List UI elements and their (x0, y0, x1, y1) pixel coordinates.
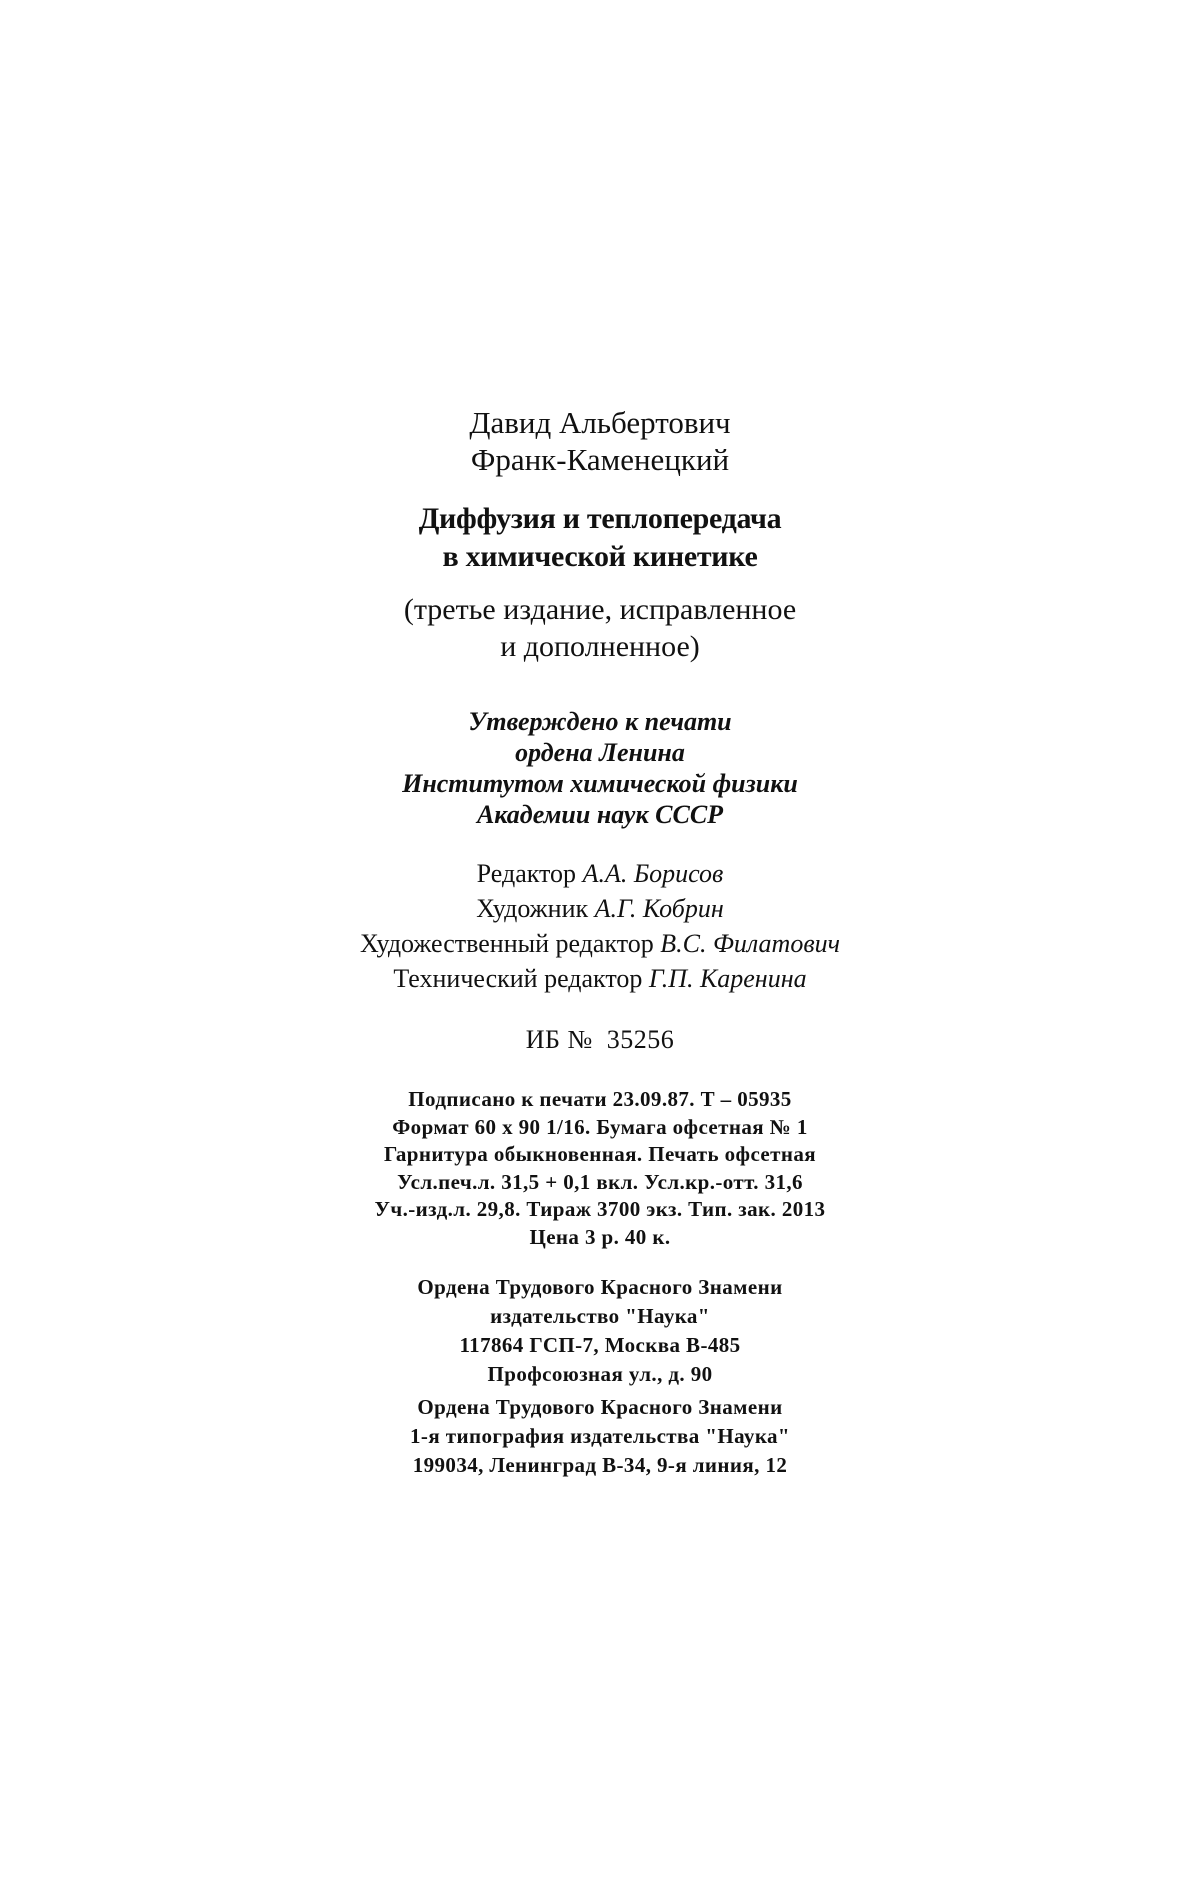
approval-line-2: ордена Ленина (515, 738, 685, 767)
staff-artist (0, 891, 1200, 926)
staff-name: А.А. Борисов (582, 859, 724, 888)
staff-editor (0, 856, 1200, 891)
details-price: Цена 3 р. 40 к. (529, 1224, 671, 1249)
staff-role: Художественный редактор (359, 929, 654, 958)
edition-line-1: (третье издание, исправленное (403, 593, 797, 626)
approval-line-4: Академии наук СССР (476, 800, 724, 829)
details-typeface: Гарнитура обыкновенная. Печать офсетная (383, 1142, 817, 1166)
details-signed: Подписано к печати 23.09.87. Т – 05935 (408, 1087, 792, 1111)
ib-number (0, 1024, 1200, 1056)
author-first-name: Давид Альбертович (469, 405, 731, 440)
printer-line-2: 1-я типография издательства "Наука" (410, 1424, 790, 1448)
title-line-1: Диффузия и теплопередача (418, 502, 782, 535)
publisher-line-1: Ордена Трудового Красного Знамени (417, 1275, 783, 1299)
approval-note (0, 706, 1200, 830)
publisher-line-2: издательство "Наука" (490, 1304, 710, 1328)
approval-line-1: Утверждено к печати (468, 707, 732, 736)
print-details (0, 1086, 1200, 1251)
printer-line-3: 199034, Ленинград В-34, 9-я линия, 12 (412, 1453, 788, 1477)
author-last-name: Франк-Каменецкий (470, 442, 730, 477)
details-circulation: Уч.-изд.л. 29,8. Тираж 3700 экз. Тип. зак. 2013 (374, 1197, 826, 1221)
title-line-2: в химической кинетике (442, 540, 758, 573)
publisher-line-4: Профсоюзная ул., д. 90 (487, 1362, 713, 1386)
staff-art-editor (0, 926, 1200, 961)
staff-tech-editor (0, 961, 1200, 996)
staff-role: Художник (476, 894, 589, 923)
approval-line-3: Институтом химической физики (402, 769, 798, 798)
staff-name: А.Г. Кобрин (594, 894, 724, 923)
details-format: Формат 60 х 90 1/16. Бумага офсетная № 1 (392, 1114, 808, 1139)
staff-role: Технический редактор (393, 964, 643, 993)
printer-line-1: Ордена Трудового Красного Знамени (417, 1395, 783, 1419)
staff-name: Г.П. Каренина (648, 964, 807, 993)
details-sheets: Усл.печ.л. 31,5 + 0,1 вкл. Усл.кр.-отт. 31,6 (397, 1169, 803, 1194)
publisher-line-3: 117864 ГСП-7, Москва В-485 (459, 1333, 741, 1357)
publisher-info (0, 1273, 1200, 1389)
edition-line-2: и дополненное) (500, 630, 700, 663)
author-block (0, 404, 1200, 478)
staff-credits (0, 856, 1200, 996)
ib-value: 35256 (606, 1025, 675, 1054)
edition-note (0, 591, 1200, 665)
printer-info (0, 1393, 1200, 1480)
staff-role: Редактор (476, 859, 577, 888)
ib-label: ИБ № (525, 1025, 593, 1054)
staff-name: В.С. Филатович (660, 929, 841, 958)
book-title (0, 500, 1200, 576)
